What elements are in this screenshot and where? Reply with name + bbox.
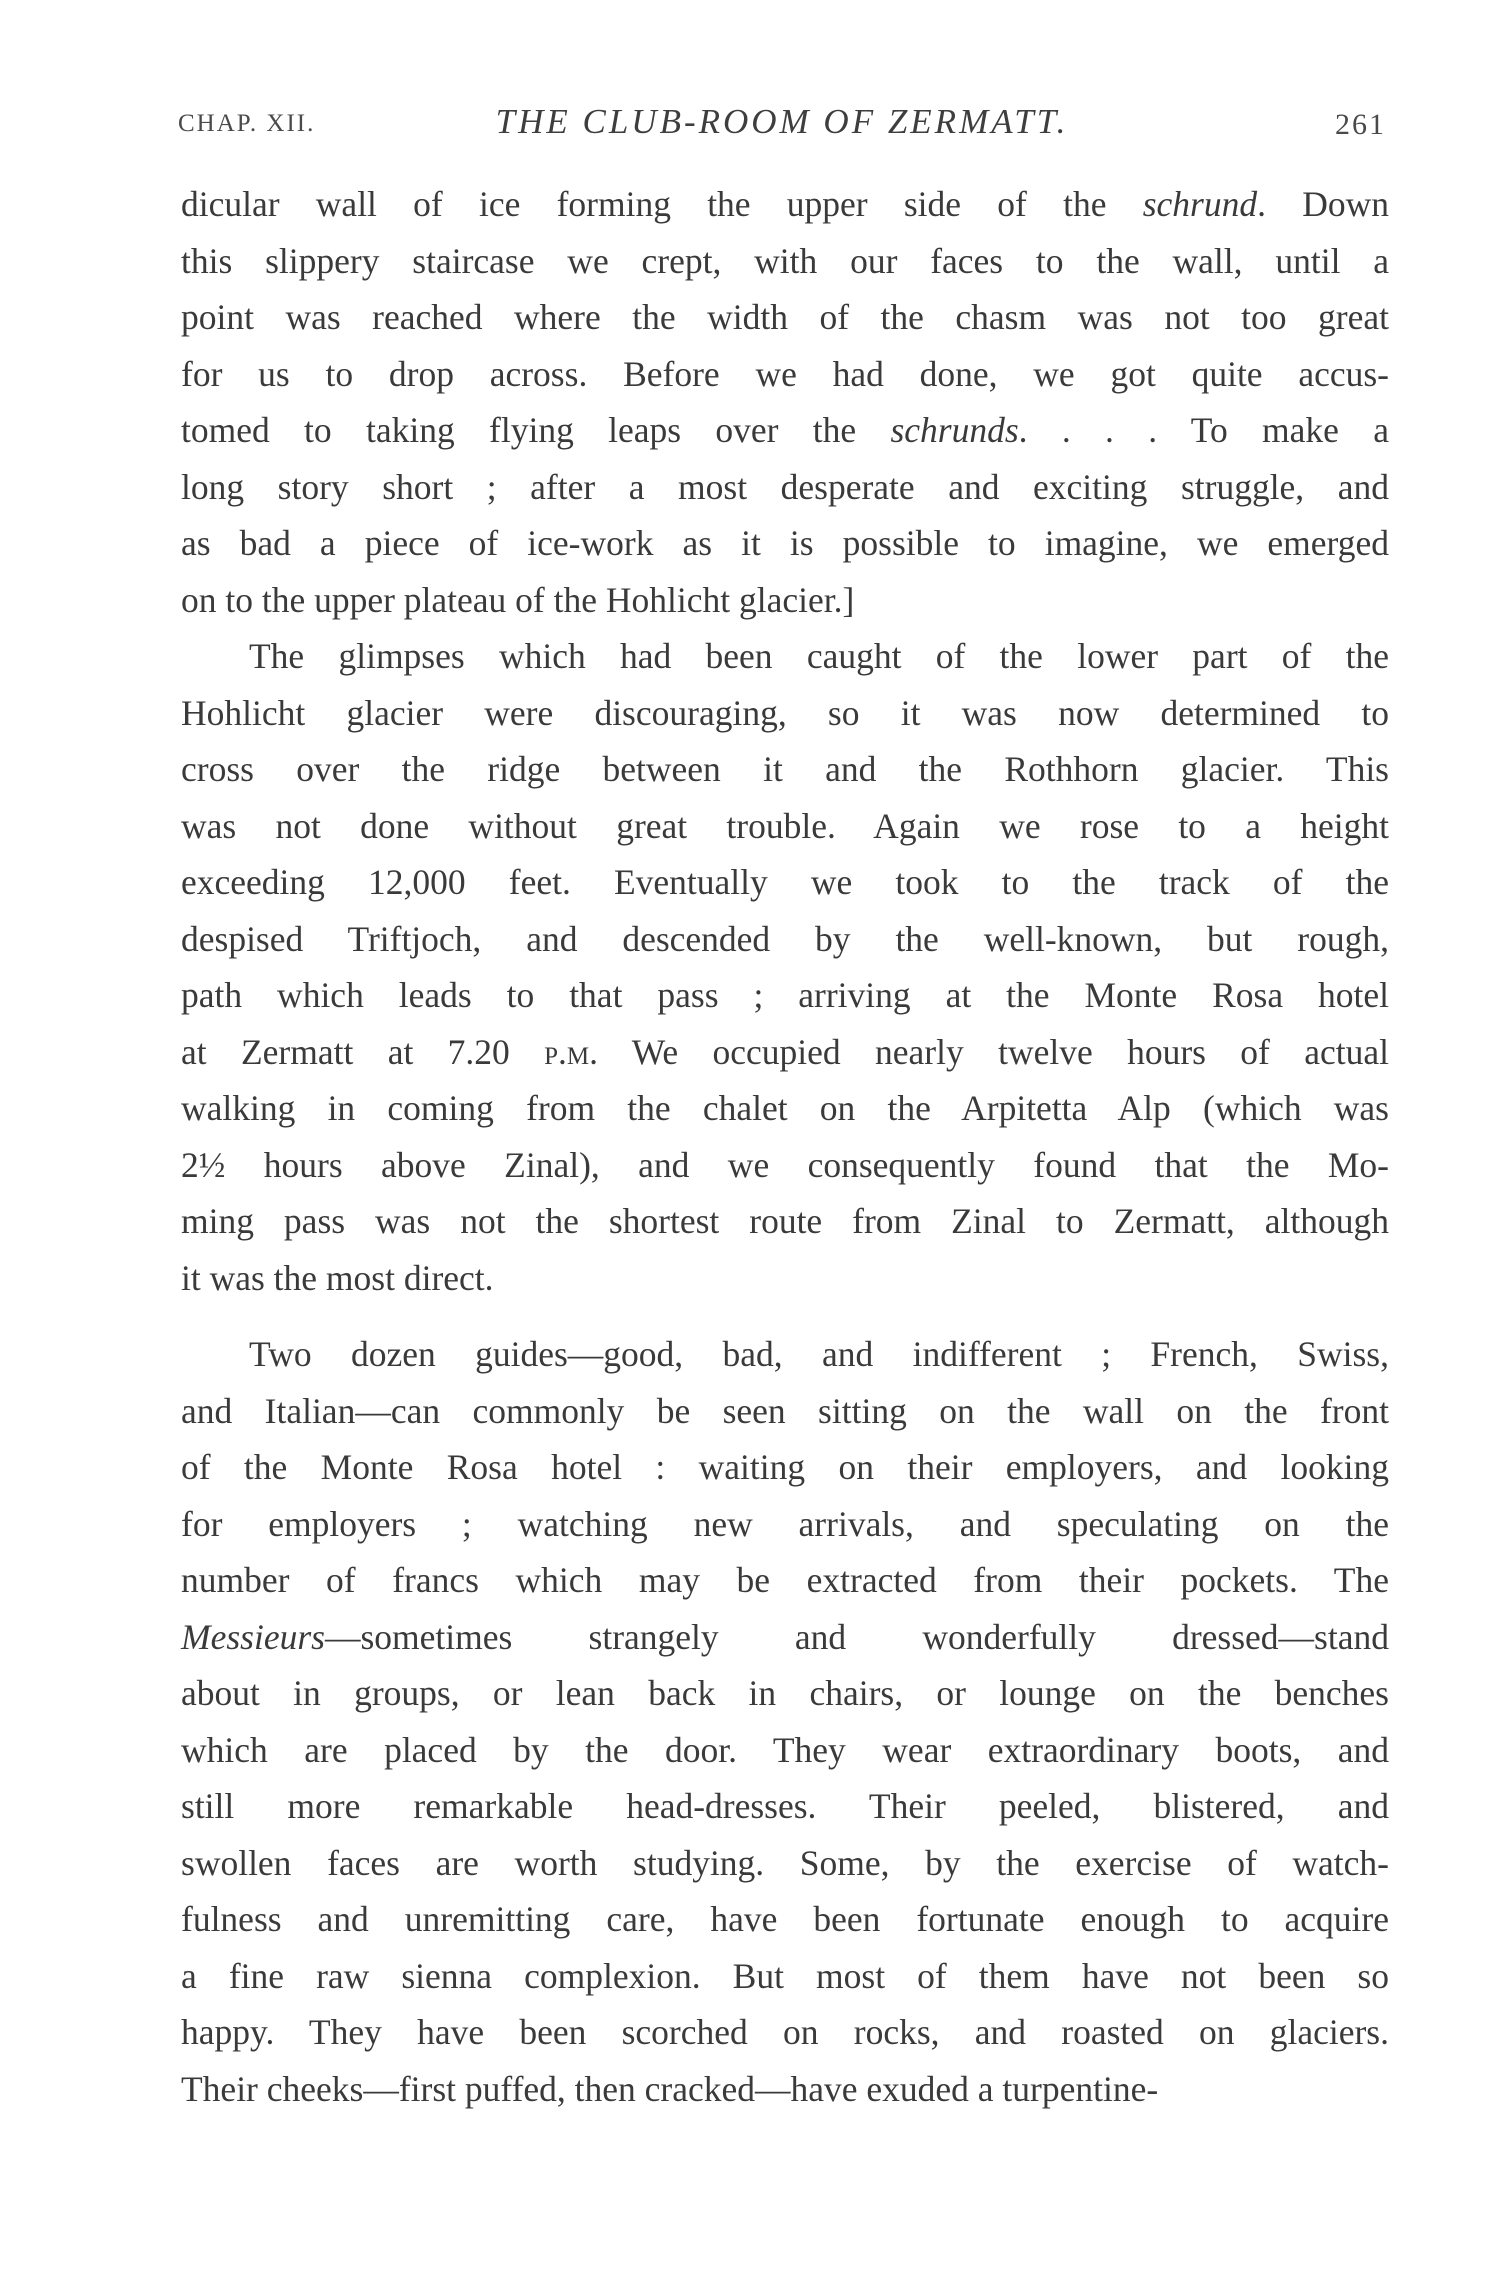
- text-line: Two dozen guides—good, bad, and indifferent ; French, Swiss,: [249, 1334, 1389, 1374]
- text-line: which are placed by the door. They wear extraordinary boots, and: [181, 1729, 1389, 1770]
- paragraph: [181, 1326, 1389, 2117]
- text-line: dicular wall of ice forming the upper side of the schrund. Down: [181, 184, 1389, 224]
- paragraph: [181, 628, 1389, 1306]
- text-line: for employers ; watching new arrivals, and speculating on the: [181, 1503, 1389, 1544]
- text-line: still more remarkable head-dresses. Their peeled, blistered, and: [181, 1786, 1389, 1826]
- text-line: this slippery staircase we crept, with our faces to the wall, until a: [181, 240, 1389, 281]
- text-line: as bad a piece of ice-work as it is possible to imagine, we emerged: [181, 523, 1389, 563]
- italic-word: schrunds: [890, 410, 1019, 450]
- text-line: path which leads to that pass ; arriving at the Monte Rosa hotel: [181, 975, 1389, 1015]
- text-line: point was reached where the width of the chasm was not too great: [181, 297, 1389, 337]
- text-line: cross over the ridge between it and the Rothhorn glacier. This: [181, 749, 1389, 789]
- text-line: swollen faces are worth studying. Some, by the exercise of watch-: [181, 1842, 1389, 1883]
- text-line: about in groups, or lean back in chairs, or lounge on the benches: [181, 1673, 1389, 1713]
- text-line: and Italian—can commonly be seen sitting on the wall on the front: [181, 1390, 1389, 1431]
- text-line: for us to drop across. Before we had done, we got quite accus-: [181, 353, 1389, 394]
- text-line: Hohlicht glacier were discouraging, so it was now determined to: [181, 692, 1389, 733]
- text-line: was not done without great trouble. Again we rose to a height: [181, 805, 1389, 846]
- small-caps-time: p.m.: [544, 1031, 599, 1072]
- text-line: ming pass was not the shortest route from Zinal to Zermatt, although: [181, 1201, 1389, 1241]
- text-line: number of francs which may be extracted from their pockets. The: [181, 1560, 1389, 1600]
- paragraph-gap: [181, 1306, 1389, 1326]
- body-text: [181, 176, 1389, 2117]
- text-line: Their cheeks—first puffed, then cracked—have exuded a turpentine-: [181, 2068, 1159, 2109]
- text-line: Messieurs—sometimes strangely and wonderfully dressed—stand: [181, 1616, 1389, 1657]
- paragraph: [181, 176, 1389, 628]
- running-title: THE CLUB-ROOM OF ZERMATT.: [495, 102, 1069, 141]
- text-line: it was the most direct.: [181, 1257, 494, 1298]
- italic-word: schrund: [1142, 184, 1258, 224]
- text-line: of the Monte Rosa hotel : waiting on their employers, and looking: [181, 1447, 1389, 1487]
- text-line: on to the upper plateau of the Hohlicht glacier.]: [181, 579, 855, 620]
- text-line: happy. They have been scorched on rocks, and roasted on glaciers.: [181, 2012, 1389, 2052]
- chapter-label: CHAP. XII.: [178, 110, 316, 137]
- text-line: long story short ; after a most desperate and exciting struggle, and: [181, 466, 1389, 507]
- text-line: tomed to taking flying leaps over the schrunds. . . . To make a: [181, 410, 1390, 450]
- text-line: a fine raw sienna complexion. But most of them have not been so: [181, 1955, 1389, 1996]
- page-number: 261: [1335, 108, 1386, 141]
- running-head: [178, 102, 1386, 152]
- text-line: walking in coming from the chalet on the Arpitetta Alp (which was: [181, 1088, 1389, 1128]
- text-line: 2½ hours above Zinal), and we consequently found that the Mo-: [181, 1144, 1389, 1185]
- text-line: despised Triftjoch, and descended by the well-known, but rough,: [181, 918, 1389, 959]
- text-line: exceeding 12,000 feet. Eventually we took to the track of the: [181, 862, 1389, 902]
- text-line: The glimpses which had been caught of the lower part of the: [249, 636, 1389, 676]
- italic-word: Messieurs: [181, 1616, 325, 1657]
- text-line: at Zermatt at 7.20 p.m. We occupied nearly twelve hours of actual: [181, 1031, 1389, 1072]
- text-line: fulness and unremitting care, have been fortunate enough to acquire: [181, 1899, 1389, 1939]
